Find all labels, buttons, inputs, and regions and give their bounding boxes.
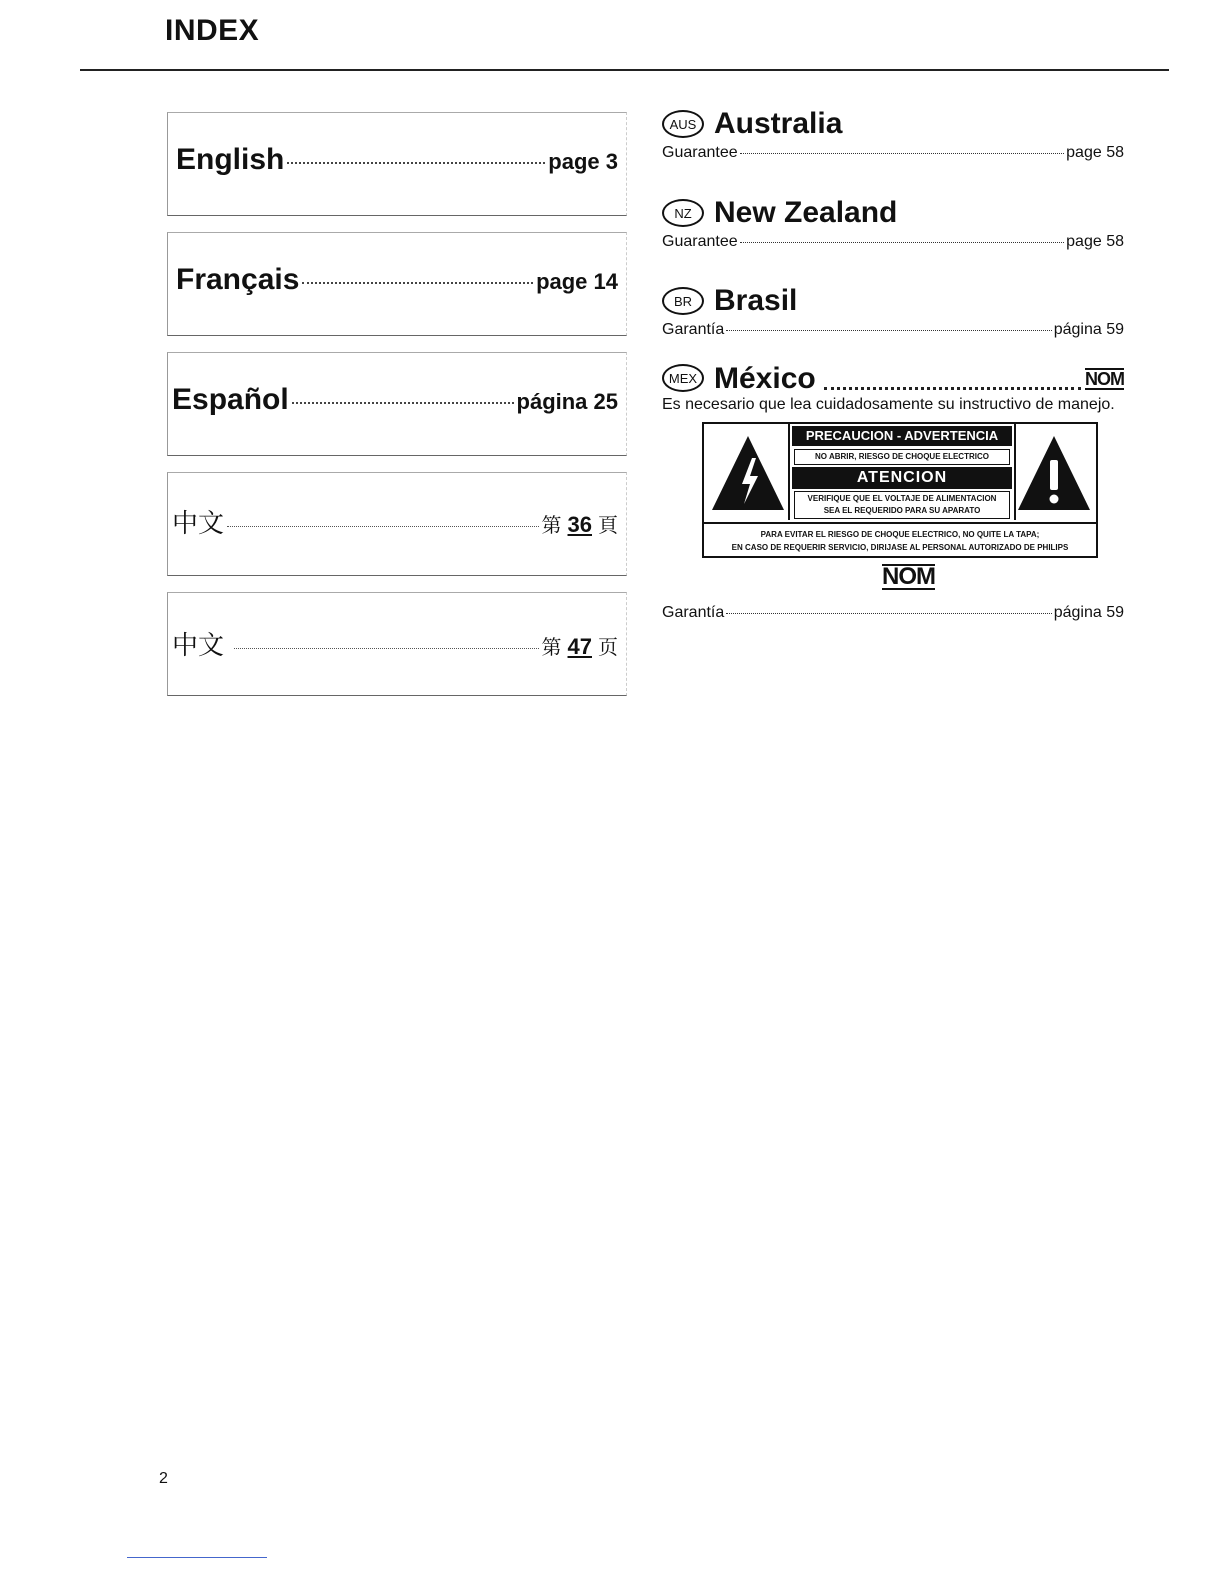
- guarantee-page: page 58: [1066, 233, 1124, 250]
- guarantee-label: Garantía: [662, 604, 725, 621]
- warning-text-panel: [788, 424, 1016, 520]
- dot-leader: [740, 153, 1065, 154]
- dot-leader: [740, 242, 1065, 243]
- lang-name: Français: [176, 263, 300, 296]
- country-badge-icon: MEX: [662, 364, 704, 392]
- country-badge-icon: NZ: [662, 199, 704, 227]
- page-number-ref: 36: [567, 512, 592, 537]
- guarantee-label: Guarantee: [662, 144, 738, 161]
- nom-mark: NOM: [882, 563, 935, 590]
- mexico-guarantee: [662, 602, 1124, 622]
- dot-leader: [824, 387, 1081, 390]
- lang-box-chinese-traditional[interactable]: [167, 472, 627, 576]
- country-name: Australia: [714, 107, 843, 140]
- warning-line-4a: VERIFIQUE QUE EL VOLTAJE DE ALIMENTACION: [807, 494, 997, 503]
- lang-box-francais[interactable]: [167, 232, 627, 336]
- lang-box-chinese-simplified[interactable]: [167, 592, 627, 696]
- guarantee-label: Garantía: [662, 321, 725, 338]
- warning-line-5a: PARA EVITAR EL RIESGO DE CHOQUE ELECTRICO, NO QUITE LA TAPA;: [760, 530, 1040, 539]
- lang-name: English: [176, 143, 285, 176]
- dot-leader: [287, 162, 545, 164]
- lightning-warning-icon: [708, 428, 788, 518]
- warning-line-4b: SEA EL REQUERIDO PARA SU APARATO: [823, 506, 981, 515]
- page-suffix: 頁: [598, 513, 618, 537]
- country-new-zealand: [662, 195, 1124, 251]
- lang-name: 中文: [172, 509, 225, 539]
- title-rule: [80, 69, 1169, 71]
- exclamation-warning-icon: [1014, 428, 1094, 518]
- page-prefix: 第: [541, 513, 562, 537]
- dot-leader: [292, 402, 514, 404]
- dot-leader: [726, 330, 1051, 331]
- footer-line: [127, 1557, 267, 1558]
- warning-plate: [702, 422, 1098, 558]
- country-name: Brasil: [714, 284, 798, 317]
- page-ref: página 25: [516, 389, 618, 414]
- guarantee-page: page 58: [1066, 144, 1124, 161]
- dot-leader: [234, 648, 539, 649]
- page-suffix: 页: [598, 635, 618, 659]
- country-name: New Zealand: [714, 196, 898, 229]
- page-ref: page 3: [548, 149, 618, 174]
- page-ref: [542, 509, 618, 538]
- guarantee-page: página 59: [1053, 321, 1124, 338]
- country-brasil: [662, 283, 1124, 339]
- guarantee-page: página 59: [1053, 604, 1124, 621]
- warning-line-5b: EN CASO DE REQUERIR SERVICIO, DIRIJASE AL PERSONAL AUTORIZADO DE PHILIPS: [731, 543, 1069, 552]
- dot-leader: [302, 282, 533, 284]
- country-name: México: [714, 362, 816, 395]
- page-prefix: 第: [541, 635, 562, 659]
- lang-box-english[interactable]: [167, 112, 627, 216]
- lang-name: 中文: [172, 631, 225, 661]
- dot-leader: [726, 613, 1051, 614]
- page-ref: [542, 631, 618, 660]
- nom-mark-small: NOM: [1085, 369, 1124, 389]
- country-badge-icon: BR: [662, 287, 704, 315]
- country-badge-icon: AUS: [662, 110, 704, 138]
- warning-line-1: PRECAUCION - ADVERTENCIA: [792, 426, 1012, 446]
- page-number-ref: 47: [567, 634, 592, 659]
- warning-bottom: [704, 522, 1096, 554]
- warning-line-3: ATENCION: [792, 467, 1012, 489]
- lang-name: Español: [172, 383, 289, 416]
- warning-line-2: NO ABRIR, RIESGO DE CHOQUE ELECTRICO: [794, 449, 1010, 465]
- guarantee-label: Guarantee: [662, 233, 738, 250]
- page-title: INDEX: [165, 14, 260, 47]
- lang-box-espanol[interactable]: [167, 352, 627, 456]
- dot-leader: [227, 526, 539, 527]
- page-number: 2: [159, 1470, 168, 1487]
- country-australia: [662, 106, 1124, 162]
- warning-line-4: [794, 491, 1010, 519]
- country-mexico: [662, 360, 1124, 396]
- mexico-note: Es necesario que lea cuidadosamente su instructivo de manejo.: [662, 396, 1115, 413]
- page-ref: page 14: [536, 269, 618, 294]
